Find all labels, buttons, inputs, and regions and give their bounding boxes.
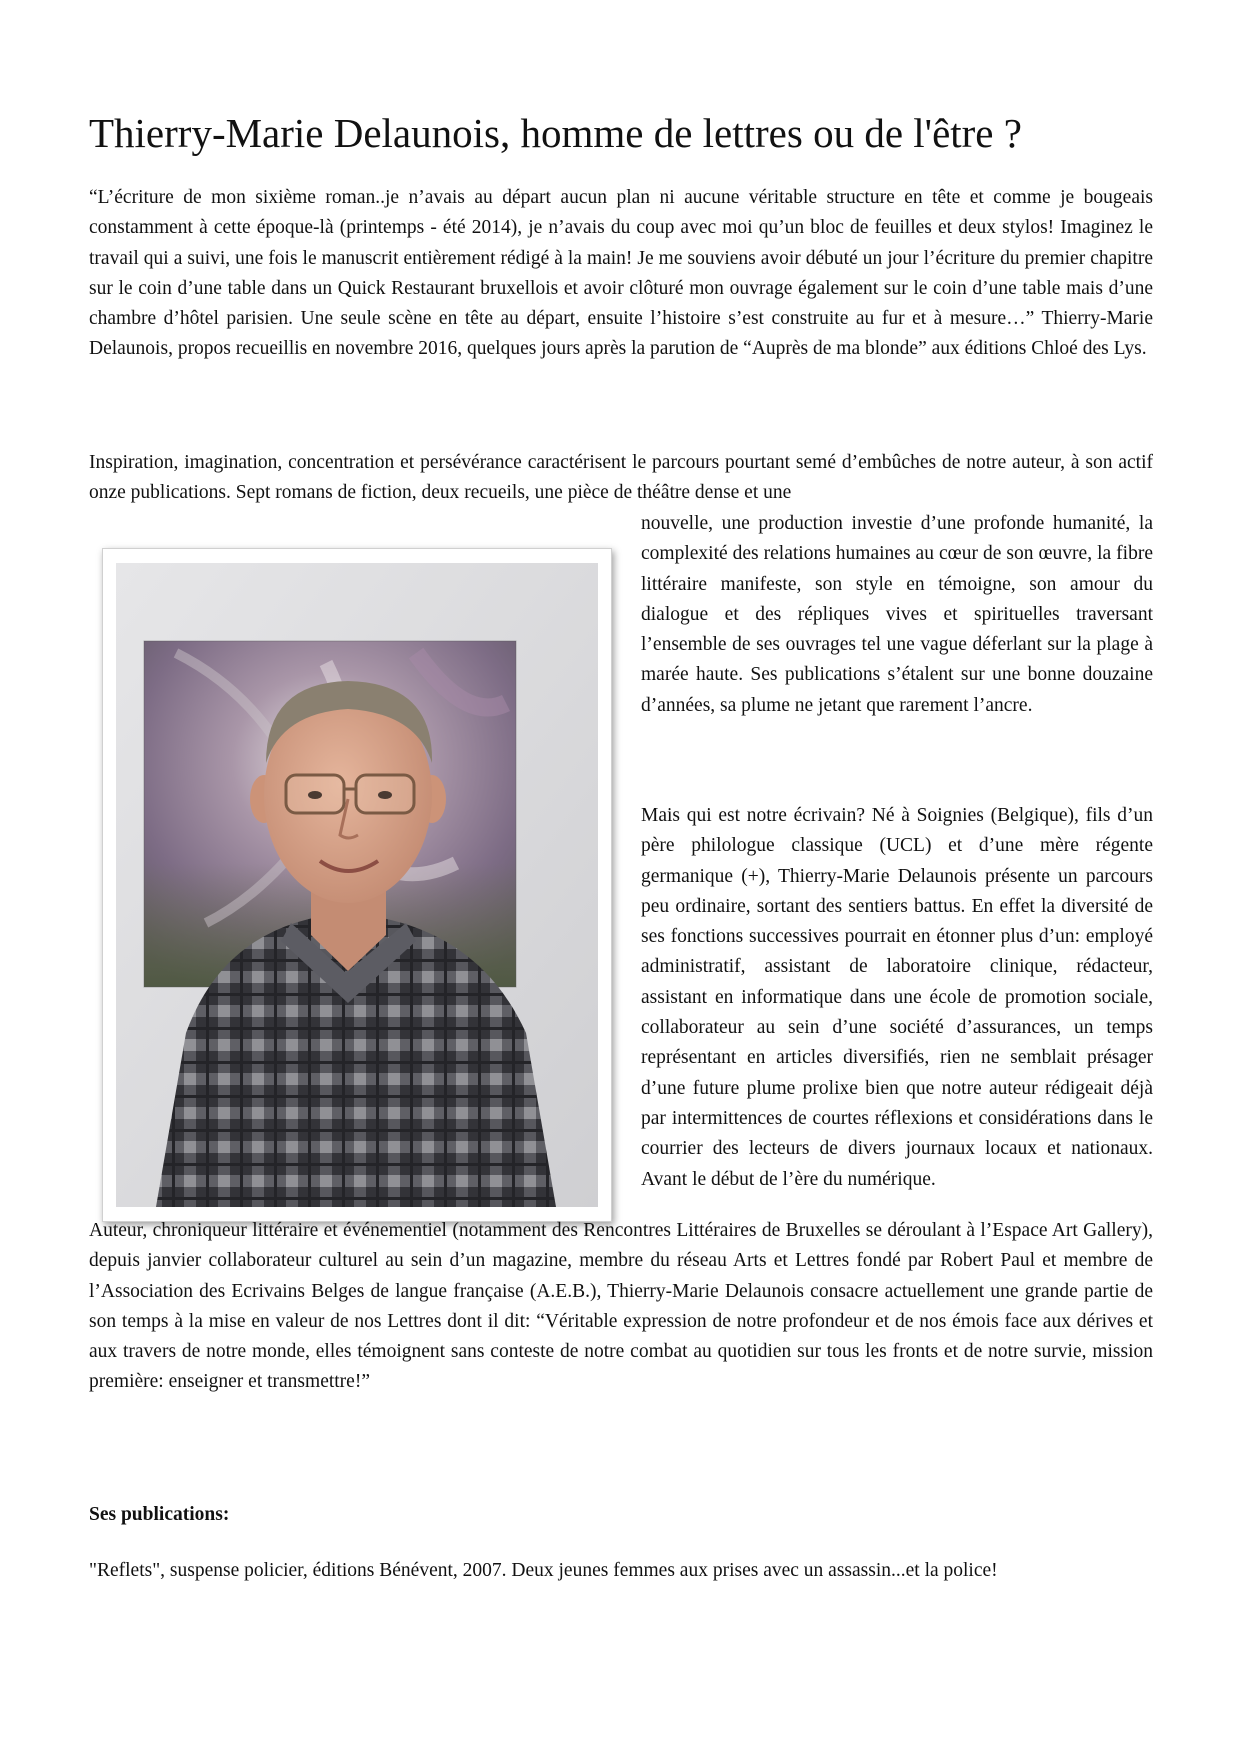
article-title: Thierry-Marie Delaunois, homme de lettres ou de l'être ? [89,110,1022,156]
inspiration-paragraph: Inspiration, imagination, concentration et persévérance caractérisent le parcours pourtant semé d’embûches de notre auteur, à son actif onze publications. Sept romans de fiction, deux recueils, une pièce de théâtre dense et une [89,452,1153,504]
author-photo [102,548,612,1222]
activities-paragraph: Auteur, chroniqueur littéraire et événementiel (notamment des Rencontres Littéraires de Bruxelles se déroulant à l’Espace Art Gallery), depuis janvier collaborateur culturel au sein d’un magazine, membre du réseau Arts et Lettres fondé par Robert Paul et membre de l’Association des Ecrivains Belges de langue française (A.E.B.), Thierry-Marie Delaunois consacre actuellement une grande partie de son temps à la mise en valeur de nos Lettres dont il dit: “Véritable expression de notre profondeur et de nos émois face aux dérives et aux travers de notre monde, elles témoignent sans conteste de notre combat au quotidien sur tous les fronts et de notre survie, mission première: enseigner et transmettre!” [89,1220,1153,1393]
publication-item: "Reflets", suspense policier, éditions Bénévent, 2007. Deux jeunes femmes aux prises avec un assassin...et la police! [89,1560,998,1581]
intro-quote-paragraph: “L’écriture de mon sixième roman..je n’avais au départ aucun plan ni aucune véritable structure en tête et comme je bougeais constamment à cette époque-là (printemps - été 2014), je n’avais du coup avec moi qu’un bloc de feuilles et deux stylos! Imaginez le travail qui a suivi, une fois le manuscrit entièrement rédigé à la main! Je me souviens avoir débuté un jour l’écriture du premier chapitre sur le coin d’une table dans un Quick Restaurant bruxellois et avoir clôturé mon ouvrage également sur le coin d’une table mais d’une chambre d’hôtel parisien. Une seule scène en tête au départ, ensuite l’histoire s’est construite au fur et à mesure…” Thierry-Marie Delaunois, propos recueillis en novembre 2016, quelques jours après la parution de “Auprès de ma blonde” aux éditions Chloé des Lys. [89,187,1153,360]
biography-paragraph: Mais qui est notre écrivain? Né à Soignies (Belgique), fils d’un père philologue classique (UCL) et d’une mère régente germanique (+), Thierry-Marie Delaunois présente un parcours peu ordinaire, sortant des sentiers battus. En effet la diversité de ses fonctions successives pourrait en étonner plus d’un: employé administratif, assistant de laboratoire clinique, rédacteur, assistant en informatique dans une école de promotion sociale, collaborateur au sein d’une société d’assurances, un temps représentant en articles diversifiés, rien ne semblait présager d’une future plume prolixe bien que notre auteur rédigeait déjà par intermittences de courtes réflexions et considérations dans le courrier des lecteurs de divers journaux locaux et nationaux. Avant le début de l’ère du numérique. [641,805,1153,1190]
publications-heading: Ses publications: [89,1504,230,1525]
author-portrait-image [116,563,598,1207]
inspiration-paragraph-continued: nouvelle, une production investie d’une profonde humanité, la complexité des relations humaines au cœur de son œuvre, la fibre littéraire manifeste, son style en témoigne, son amour du dialogue et des répliques vives et spirituelles traversant l’ensemble de ses ouvrages tel une vague déferlant sur la plage à marée haute. Ses publications s’étalent sur une bonne douzaine d’années, sa plume ne jetant que rarement l’ancre. [641,513,1153,716]
